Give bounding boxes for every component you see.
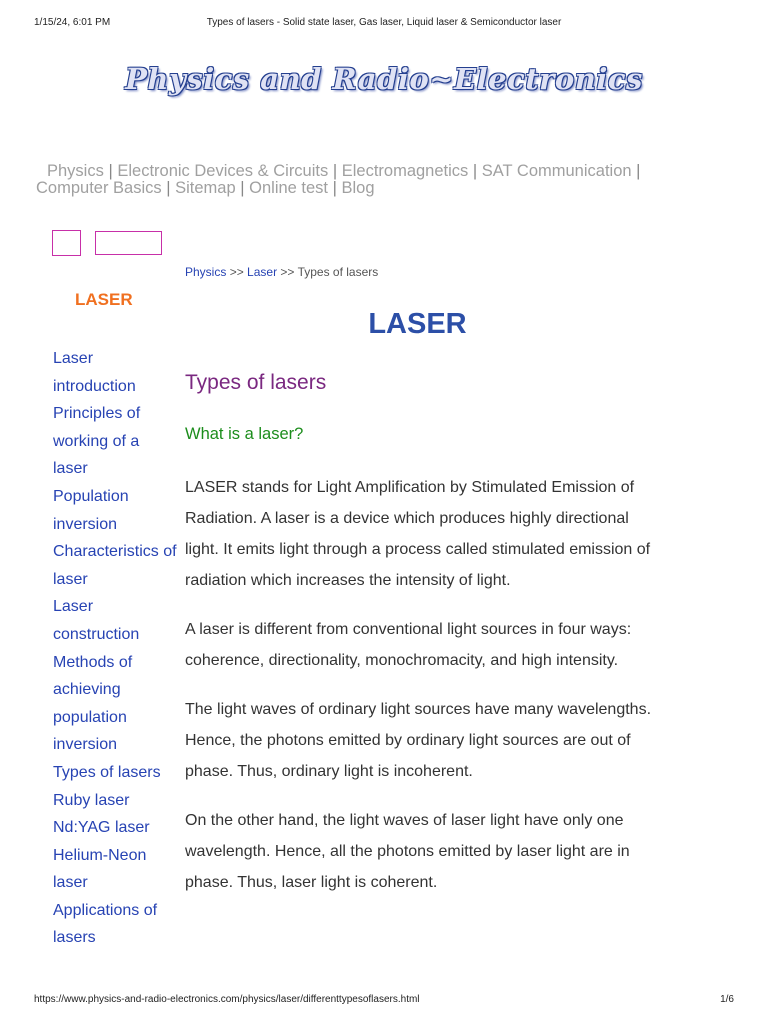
nav-electronic-devices[interactable]: Electronic Devices & Circuits [117, 162, 329, 180]
article-content [185, 472, 655, 916]
print-page-number: 1/6 [720, 994, 734, 1005]
sidebar-item-characteristics[interactable]: Characteristics of laser [53, 543, 177, 588]
breadcrumb-separator: >> [229, 265, 244, 279]
empty-widget-box[interactable] [52, 230, 81, 256]
nav-separator: | [332, 179, 337, 197]
sidebar-item-laser-introduction[interactable]: Laser introduction [53, 350, 136, 395]
breadcrumb-physics[interactable]: Physics [185, 265, 227, 279]
nav-separator: | [108, 162, 113, 180]
nav-online-test[interactable]: Online test [249, 179, 329, 197]
paragraph: LASER stands for Light Amplification by Stimulated Emission of Radiation. A laser is a device which produces highly directional light. It emits light through a process called stimulated emission of radiation which increases the intensity of light. [185, 479, 651, 589]
nav-separator: | [472, 162, 478, 180]
sidebar-item-ruby-laser[interactable]: Ruby laser [53, 791, 130, 809]
page-title: LASER [368, 308, 467, 340]
nav-sitemap[interactable]: Sitemap [175, 179, 236, 197]
nav-computer-basics[interactable]: Computer Basics [36, 179, 162, 197]
nav-physics[interactable]: Physics [47, 162, 104, 180]
print-date: 1/15/24, 6:01 PM [34, 17, 111, 28]
nav-electromagnetics[interactable]: Electromagnetics [341, 162, 469, 180]
paragraph: The light waves of ordinary light sources have many wavelengths. Hence, the photons emitted by ordinary light sources are out of phase. Thus, ordinary light is incoherent. [185, 701, 652, 780]
breadcrumb-laser[interactable]: Laser [247, 265, 278, 279]
breadcrumb [185, 265, 378, 279]
print-page-title: Types of lasers - Solid state laser, Gas laser, Liquid laser & Semiconductor laser [206, 17, 562, 28]
nav-separator: | [332, 162, 338, 180]
paragraph: On the other hand, the light waves of laser light have only one wavelength. Hence, all the photons emitted by laser light are in phase. Thus, laser light is coherent. [185, 812, 630, 891]
top-navigation [36, 163, 736, 197]
sidebar-heading: LASER [75, 290, 133, 309]
subheading: What is a laser? [185, 425, 304, 443]
sidebar-item-types-of-lasers[interactable]: Types of lasers [53, 763, 161, 781]
section-title: Types of lasers [185, 371, 327, 394]
sidebar-item-methods-population-inversion[interactable]: Methods of achieving population inversion [53, 653, 133, 754]
nav-blog[interactable]: Blog [341, 179, 375, 197]
sidebar-item-principles-of-working[interactable]: Principles of working of a laser [53, 405, 141, 478]
sidebar-item-population-inversion[interactable]: Population inversion [53, 487, 129, 533]
site-logo[interactable]: Physics and Radio~Electronics [125, 62, 643, 96]
sidebar-item-ndyag-laser[interactable]: Nd:YAG laser [53, 819, 150, 837]
paragraph: A laser is different from conventional light sources in four ways: coherence, directionality, monochromacity, and high intensity. [185, 621, 632, 669]
nav-sat-communication[interactable]: SAT Communication [481, 162, 632, 180]
print-url: https://www.physics-and-radio-electronics.com/physics/laser/differenttypesoflasers.html [34, 994, 420, 1005]
sidebar-item-laser-construction[interactable]: Laser construction [53, 598, 140, 643]
nav-separator: | [240, 179, 245, 197]
breadcrumb-current: Types of lasers [297, 265, 379, 279]
empty-widget-box-wide[interactable] [95, 231, 162, 255]
sidebar-item-applications[interactable]: Applications of lasers [53, 901, 158, 947]
sidebar-menu [53, 345, 178, 952]
sidebar-item-helium-neon-laser[interactable]: Helium-Neon laser [53, 846, 147, 892]
breadcrumb-separator: >> [280, 265, 295, 279]
nav-separator: | [166, 179, 171, 197]
nav-separator: | [636, 162, 641, 180]
